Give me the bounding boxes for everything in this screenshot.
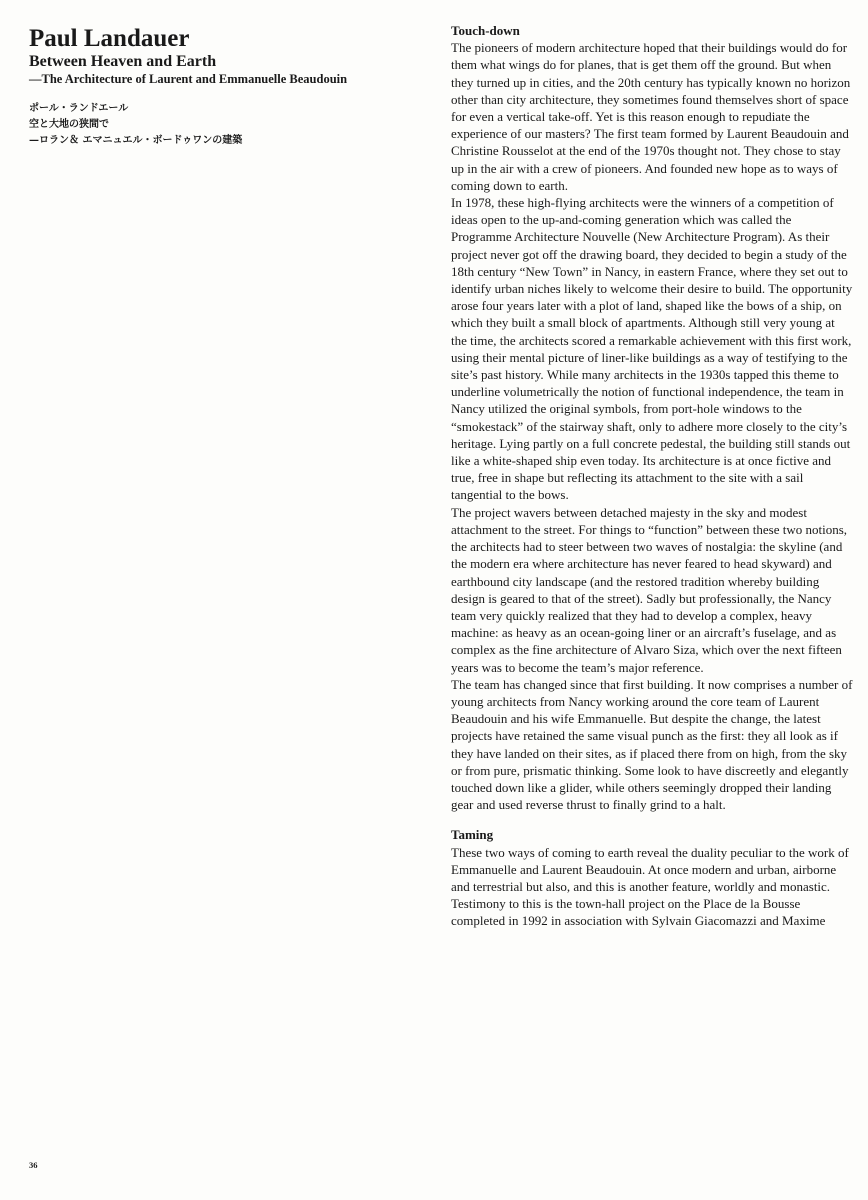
- page-number: 36: [29, 1160, 38, 1170]
- jp-article-subtitle: —ロラン＆ エマニュエル・ボードゥワンの建築: [29, 135, 243, 146]
- article-title: Between Heaven and Earth: [29, 53, 217, 70]
- article-body: [451, 22, 853, 930]
- section-spacer: [451, 813, 853, 826]
- japanese-title-block: [29, 101, 429, 149]
- jp-author-name: ポール・ランドエール: [29, 103, 129, 114]
- jp-article-title: 空と大地の狭間で: [29, 119, 109, 130]
- section-taming: [451, 826, 853, 929]
- section-touch-down: [451, 22, 853, 813]
- author-name: Paul Landauer: [29, 25, 190, 52]
- body-paragraph: The team has changed since that first building. It now comprises a number of young architects from Nancy working around the core team of Laurent Beaudouin and his wife Emmanuelle. But despite the change, the latest projects have retained the same visual punch as the first: they all look as if they have landed on their sites, as if placed there from on high, from the sky or from pure, prismatic thinking. Some look to have discreetly and elegantly touched down like a glider, while others seemingly dropped their landing gear and used reverse thrust to finally grind to a halt.: [451, 676, 853, 813]
- section-heading: Touch-down: [451, 23, 520, 38]
- body-paragraph: The pioneers of modern architecture hoped that their buildings would do for them what wings do for planes, that is get them off the ground. But when they turned up in cities, and the 20th century has typically known no horizon other than city architecture, they sometimes found themselves short of space for even a vertical take-off. Yet is this reason enough to repudiate the experience of our masters? The first team formed by Laurent Beaudouin and Christine Rousselot at the end of the 1970s thought not. They chose to stay up in the air with a crew of pioneers. And founded new hope as to ways of coming down to earth.: [451, 40, 851, 193]
- article-subtitle: —The Architecture of Laurent and Emmanuelle Beaudouin: [29, 72, 348, 86]
- body-paragraph: These two ways of coming to earth reveal the duality peculiar to the work of Emmanuelle and Laurent Beaudouin. At once modern and urban, airborne and terrestrial but also, and this is another feature, worldly and monastic. Testimony to this is the town-hall project on the Place de la Bousse completed in 1992 in association with Sylvain Giacomazzi and Maxime: [451, 844, 849, 929]
- body-paragraph: In 1978, these high-flying architects were the winners of a competition of ideas open to the up-and-coming generation which was called the Programme Architecture Nouvelle (New Architecture Program). As their project never got off the drawing board, they decided to begin a study of the 18th century “New Town” in Nancy, in eastern France, where they set out to identify urban niches likely to welcome their desire to build. The opportunity arose four years later with a plot of land, shaped like the bows of a ship, on which they built a small block of apartments. Although still very young at the time, the architects scored a remarkable achievement with this first work, using their mental picture of liner-like buildings as a way of testifying to the site’s past history. While many architects in the 1930s tapped this theme to underline volumetrically the notion of functional independence, the team in Nancy utilized the original symbols, from port-hole windows to the “smokestack” of the stairway shaft, only to adhere more closely to the city’s heritage. Lying partly on a full concrete pedestal, the building still stands out like a white-shaped ship even today. Its architecture is at once fictive and true, free in shape but reflecting its attachment to the site with a sail tangential to the bows.: [451, 195, 853, 503]
- section-heading: Taming: [451, 827, 494, 843]
- body-paragraph: The project wavers between detached majesty in the sky and modest attachment to the street. For things to “function” between these two notions, the architects had to steer between two waves of nostalgia: the skyline (and the modern era where architecture has never feared to head skyward) and earthbound city landscape (and the restored tradition whereby building design is geared to that of the street). Sadly but professionally, the Nancy team very quickly realized that they had to develop a complex, heavy machine: as heavy as an ocean-going liner or an aircraft’s fuselage, and as complex as the fine architecture of Alvaro Siza, which over the next fifteen years was to become the team’s major reference.: [451, 504, 848, 675]
- article-header: [29, 24, 429, 149]
